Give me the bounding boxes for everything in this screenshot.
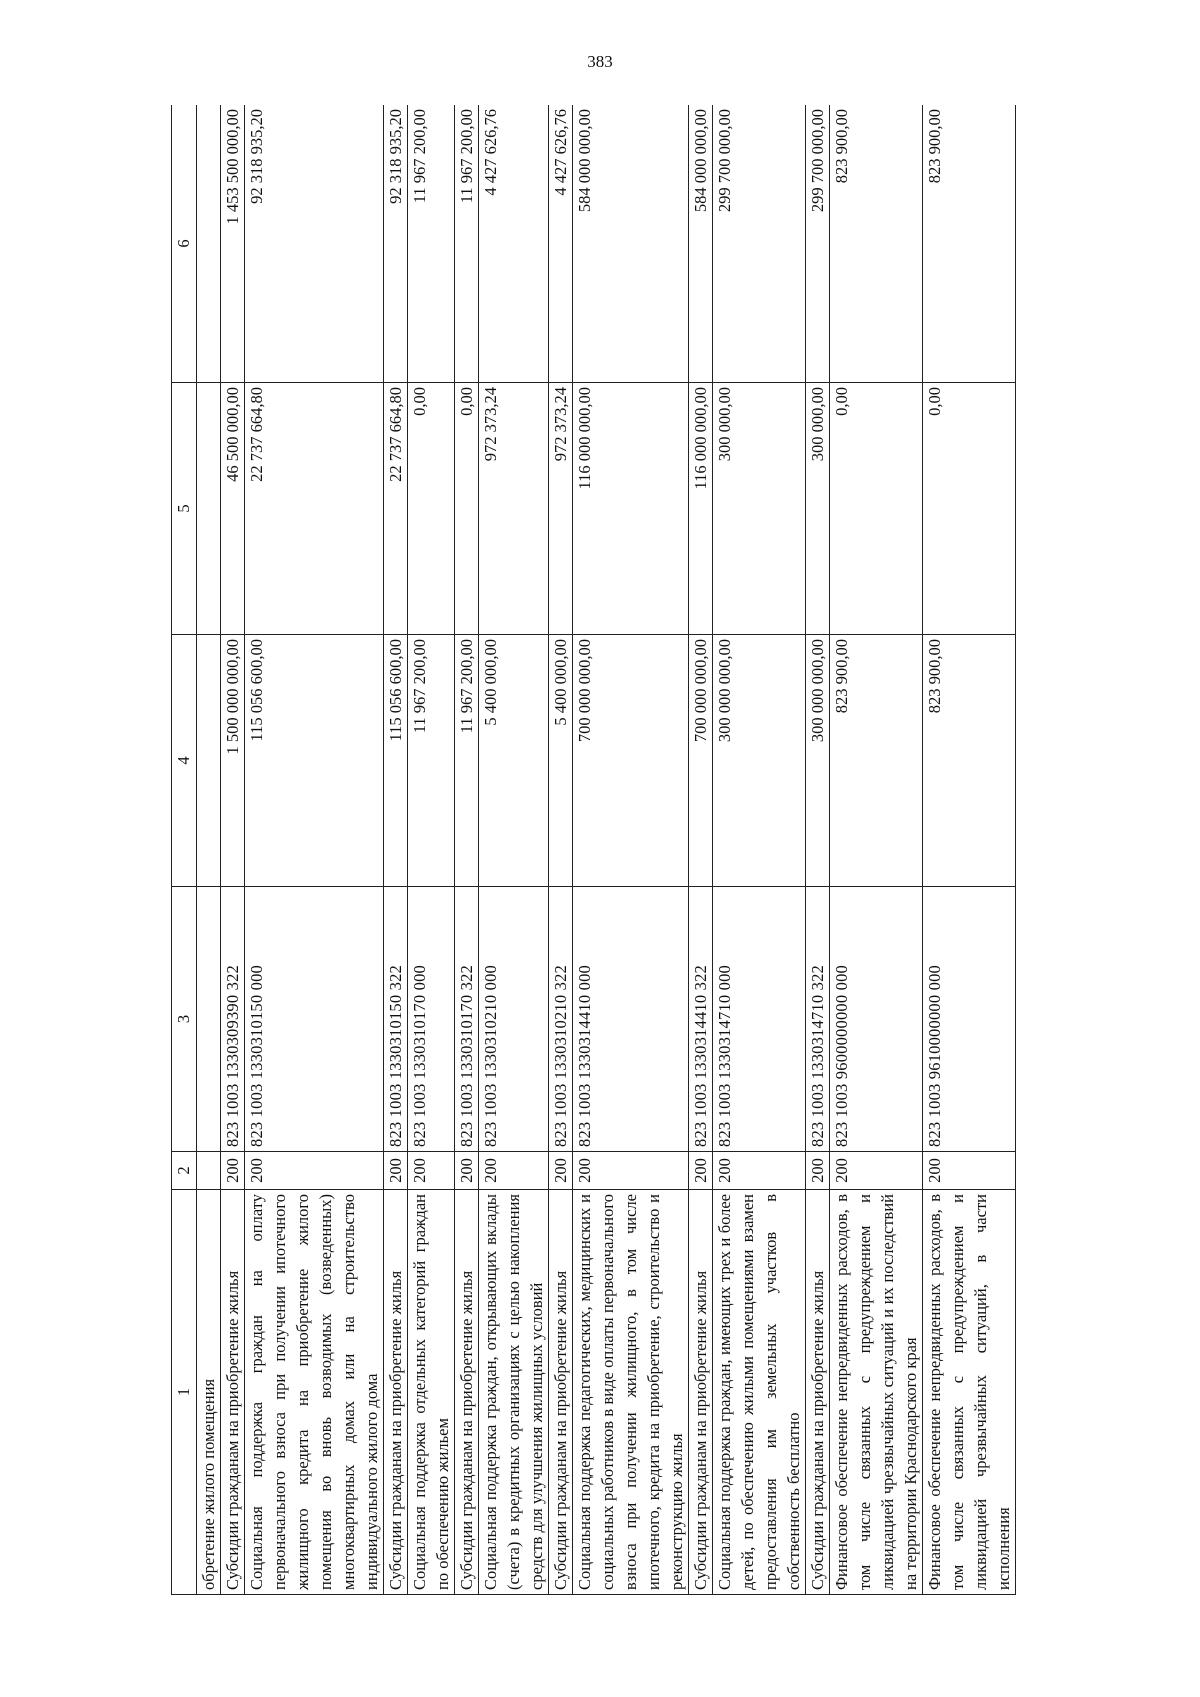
- column-header: 3: [172, 887, 197, 1152]
- row-value-6: 299 700 000,00: [713, 105, 806, 383]
- row-value-5: 0,00: [830, 383, 923, 635]
- row-value-5: [197, 383, 221, 635]
- row-value-5: 972 373,24: [479, 383, 549, 635]
- column-header: 4: [172, 635, 197, 887]
- table-row: [221, 105, 245, 1595]
- row-code: [197, 887, 221, 1152]
- row-description: Субсидии гражданам на приобретение жилья: [384, 1190, 408, 1595]
- row-col2: [197, 1152, 221, 1190]
- row-value-5: 0,00: [455, 383, 479, 635]
- row-value-4: 700 000 000,00: [689, 635, 713, 887]
- table-row: [713, 105, 806, 1595]
- row-description: Социальная поддержка граждан, имеющих трех и более детей, по обеспечению жилыми помещениями взамен предоставления им земельных участков в собственность бесплатно: [713, 1190, 806, 1595]
- row-value-4: 823 900,00: [830, 635, 923, 887]
- row-value-4: 11 967 200,00: [455, 635, 479, 887]
- table-row: [408, 105, 455, 1595]
- row-code: 823 1003 1330314410 000: [573, 887, 689, 1152]
- table-row: [806, 105, 830, 1595]
- row-value-5: 972 373,24: [549, 383, 573, 635]
- table-row: [384, 105, 408, 1595]
- row-code: 823 1003 1330310150 000: [245, 887, 384, 1152]
- row-value-6: 92 318 935,20: [245, 105, 384, 383]
- row-value-6: 584 000 000,00: [689, 105, 713, 383]
- row-value-6: 92 318 935,20: [384, 105, 408, 383]
- row-value-5: 300 000,00: [713, 383, 806, 635]
- row-value-4: 11 967 200,00: [408, 635, 455, 887]
- row-description: Социальная поддержка граждан, открывающих вклады (счета) в кредитных организациях с целью накопления средств для улучшения жилищных условий: [479, 1190, 549, 1595]
- column-header: 5: [172, 383, 197, 635]
- budget-table: [171, 105, 1016, 1595]
- row-description: Социальная поддержка педагогических, медицинских и социальных работников в виде оплаты первоначального взноса при получении жилищного, в том числе ипотечного, кредита на приобретение, строительство и реконструкцию жилья: [573, 1190, 689, 1595]
- row-code: 823 1003 1330314710 000: [713, 887, 806, 1152]
- row-col2: 200: [455, 1152, 479, 1190]
- table-row: [689, 105, 713, 1595]
- row-col2: 200: [245, 1152, 384, 1190]
- row-description: Субсидии гражданам на приобретение жилья: [455, 1190, 479, 1595]
- row-col2: 200: [573, 1152, 689, 1190]
- column-header: 2: [172, 1152, 197, 1190]
- row-value-6: 11 967 200,00: [408, 105, 455, 383]
- row-description: Финансовое обеспечение непредвиденных расходов, в том числе связанных с предупреждением и ликвидацией чрезвычайных ситуаций, в части исполнения: [923, 1190, 1016, 1595]
- row-col2: 200: [689, 1152, 713, 1190]
- row-value-5: 22 737 664,80: [245, 383, 384, 635]
- row-description: Финансовое обеспечение непредвиденных расходов, в том числе связанных с предупреждением и ликвидацией чрезвычайных ситуаций и их последствий на территории Краснодарского края: [830, 1190, 923, 1595]
- column-header: 6: [172, 105, 197, 383]
- row-code: 823 1003 1330310210 000: [479, 887, 549, 1152]
- row-value-6: 4 427 626,76: [549, 105, 573, 383]
- row-value-5: 116 000 000,00: [573, 383, 689, 635]
- table-row: [573, 105, 689, 1595]
- row-value-6: [197, 105, 221, 383]
- table-row: [549, 105, 573, 1595]
- row-description: Субсидии гражданам на приобретение жилья: [689, 1190, 713, 1595]
- table-row: [455, 105, 479, 1595]
- row-col2: 200: [830, 1152, 923, 1190]
- row-value-5: 300 000,00: [806, 383, 830, 635]
- row-value-4: 300 000 000,00: [806, 635, 830, 887]
- row-col2: 200: [221, 1152, 245, 1190]
- table-row: [830, 105, 923, 1595]
- row-code: 823 1003 1330310170 322: [455, 887, 479, 1152]
- row-code: 823 1003 1330310150 322: [384, 887, 408, 1152]
- row-col2: 200: [408, 1152, 455, 1190]
- row-col2: 200: [549, 1152, 573, 1190]
- row-value-5: 22 737 664,80: [384, 383, 408, 635]
- row-description: Субсидии гражданам на приобретение жилья: [221, 1190, 245, 1595]
- table-row: [479, 105, 549, 1595]
- row-value-4: 300 000 000,00: [713, 635, 806, 887]
- row-value-6: 823 900,00: [923, 105, 1016, 383]
- row-value-6: 4 427 626,76: [479, 105, 549, 383]
- row-value-6: 823 900,00: [830, 105, 923, 383]
- row-col2: 200: [479, 1152, 549, 1190]
- row-description: Субсидии гражданам на приобретение жилья: [806, 1190, 830, 1595]
- row-code: 823 1003 9600000000 000: [830, 887, 923, 1152]
- column-header: 1: [172, 1190, 197, 1595]
- row-col2: 200: [923, 1152, 1016, 1190]
- row-code: 823 1003 1330314410 322: [689, 887, 713, 1152]
- row-description: Социальная поддержка отдельных категорий граждан по обеспечению жильем: [408, 1190, 455, 1595]
- row-code: 823 1003 1330310210 322: [549, 887, 573, 1152]
- row-value-4: 115 056 600,00: [384, 635, 408, 887]
- row-col2: 200: [713, 1152, 806, 1190]
- row-description: Социальная поддержка граждан на оплату первоначального взноса при получении ипотечного жилищного кредита на приобретение жилого помещения во вновь возводимых (возведенных) многоквартирных домах или на строительство индивидуального жилого дома: [245, 1190, 384, 1595]
- row-value-5: 46 500 000,00: [221, 383, 245, 635]
- page-number: 383: [587, 52, 613, 71]
- row-description: Субсидии гражданам на приобретение жилья: [549, 1190, 573, 1595]
- table-header-row: [172, 105, 197, 1595]
- row-col2: 200: [384, 1152, 408, 1190]
- row-code: 823 1003 9610000000 000: [923, 887, 1016, 1152]
- row-value-6: 299 700 000,00: [806, 105, 830, 383]
- row-code: 823 1003 1330310170 000: [408, 887, 455, 1152]
- row-value-4: 115 056 600,00: [245, 635, 384, 887]
- row-value-5: 0,00: [408, 383, 455, 635]
- row-value-5: 116 000 000,00: [689, 383, 713, 635]
- row-value-4: [197, 635, 221, 887]
- row-value-4: 5 400 000,00: [549, 635, 573, 887]
- row-value-6: 584 000 000,00: [573, 105, 689, 383]
- table-row: [245, 105, 384, 1595]
- row-code: 823 1003 1330309390 322: [221, 887, 245, 1152]
- row-code: 823 1003 1330314710 322: [806, 887, 830, 1152]
- row-col2: 200: [806, 1152, 830, 1190]
- row-value-4: 1 500 000 000,00: [221, 635, 245, 887]
- row-value-4: 823 900,00: [923, 635, 1016, 887]
- row-value-5: 0,00: [923, 383, 1016, 635]
- rotated-table-landscape: [171, 105, 1079, 1595]
- row-value-4: 700 000 000,00: [573, 635, 689, 887]
- row-description: обретение жилого помещения: [197, 1190, 221, 1595]
- row-value-6: 1 453 500 000,00: [221, 105, 245, 383]
- table-body: [197, 105, 1016, 1595]
- rotated-table-container: [171, 105, 1079, 1595]
- table-row: [197, 105, 221, 1595]
- row-value-4: 5 400 000,00: [479, 635, 549, 887]
- row-value-6: 11 967 200,00: [455, 105, 479, 383]
- table-row: [923, 105, 1016, 1595]
